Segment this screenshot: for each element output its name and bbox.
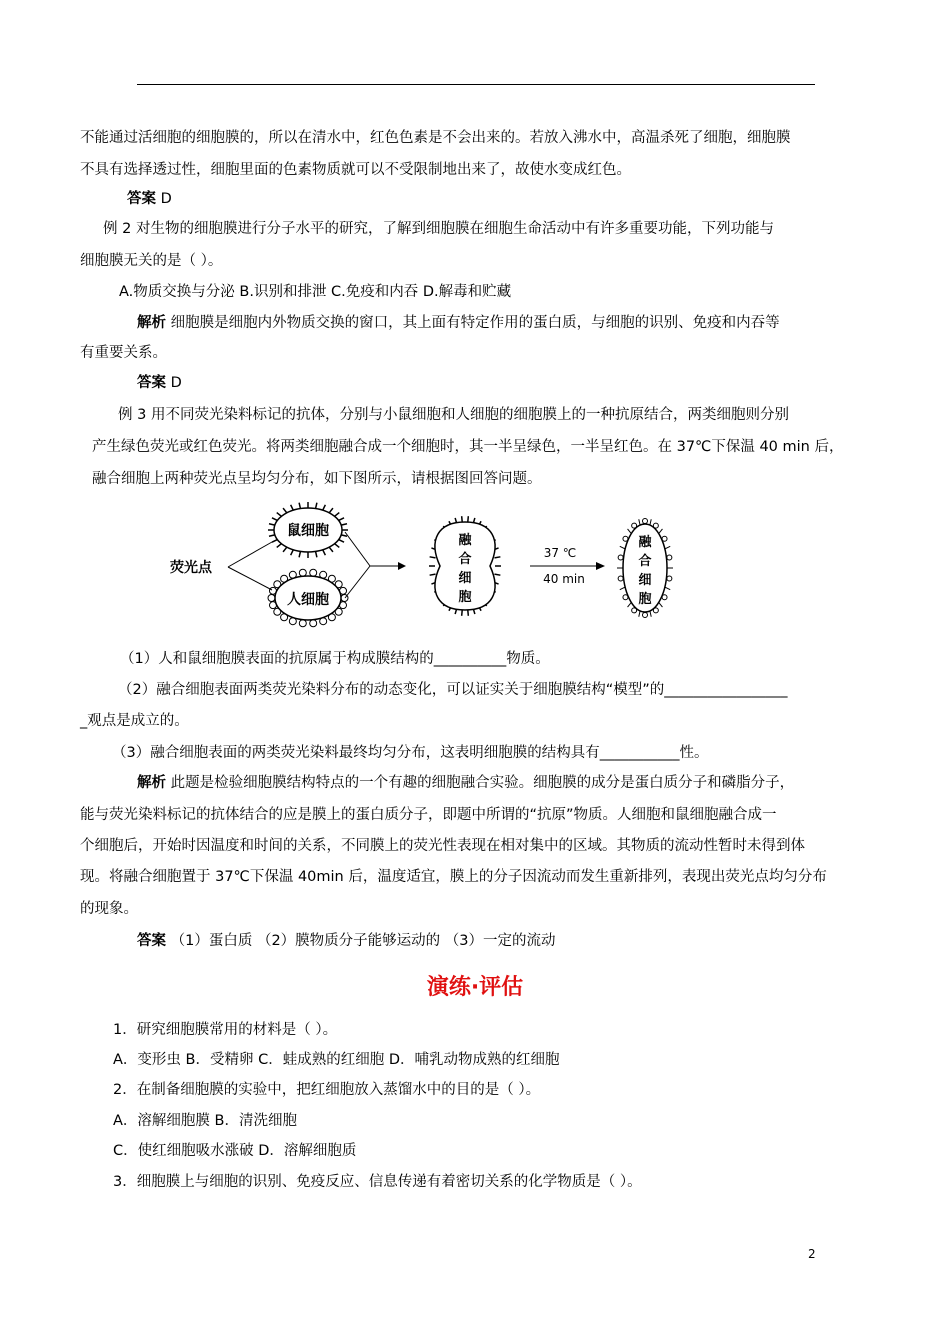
practice-2-options: A．溶解细胞膜 B．清洗细胞 [113,1113,297,1129]
fluorescent-dot [268,595,275,602]
fused-cell-2 [617,519,673,618]
fluorescent-spike [650,519,651,525]
analysis-label: 解析 [137,775,166,791]
question-2: _观点是成立的。 [80,713,189,729]
text-line: 能与荧光染料标记的抗体结合的应是膜上的蛋白质分子，即题中所谓的“抗原”物质。人细胞和鼠细胞融合成一 [80,807,777,823]
fluorescent-spike [272,518,277,521]
fluorescent-spike [316,551,317,557]
answer-value: （1）蛋白质 （2）膜物质分子能够运动的 （3）一定的流动 [170,933,556,949]
fluorescent-spike [462,516,463,522]
section-title: 演练·评估 [426,975,524,1000]
fluorescent-dot [299,569,306,576]
practice-1-options: A．变形虫 B．受精卵 C．蛙成熟的红细胞 D．哺乳动物成熟的红细胞 [113,1052,560,1068]
analysis-2 [137,313,780,333]
pointer-line [228,542,272,567]
analysis-text: 此题是检验细胞膜结构特点的一个有趣的细胞融合实验。细胞膜的成分是蛋白质分子和磷脂分子， [170,775,795,791]
fluorescent-spike [291,550,294,555]
fluorescent-spike [291,505,294,510]
fluorescent-spike [316,503,317,509]
fluorescent-dot [643,613,648,618]
practice-2: 2．在制备细胞膜的实验中，把红细胞放入蒸馏水中的目的是（ ）。 [113,1082,541,1098]
fused-cell-2-char: 合 [638,554,652,569]
text-line: 不具有选择透过性，细胞里面的色素物质就可以不受限制地出来了，故使水变成红色。 [80,162,631,178]
text-line: 的现象。 [80,901,138,917]
fluorescent-dot [643,519,648,524]
fluorescent-dot-label: 荧光点 [170,560,212,576]
fluorescent-spike [277,544,282,548]
fluorescent-spike [620,587,625,590]
fused-cell-2-char: 细 [638,573,652,588]
answer-label: 答案 [137,375,166,391]
practice-3: 3．细胞膜上与细胞的识别、免疫反应、信息传递有着密切关系的化学物质是（ ）。 [113,1174,642,1190]
practice-2-options: C．使红细胞吸水涨破 D．溶解细胞质 [113,1143,357,1159]
answer-label: 答案 [137,933,166,949]
fluorescent-spike [323,550,326,555]
example-3-line: 例 3 用不同荧光染料标记的抗体，分别与小鼠细胞和人细胞的细胞膜上的一种抗原结合，两类细胞则分别 [118,407,789,423]
answer-value: D [160,191,172,207]
question-2: （2）融合细胞表面两类荧光染料分布的动态变化，可以证实关于细胞膜结构“模型”的_________________ [118,682,788,698]
fluorescent-spike [283,547,287,552]
fluorescent-spike [339,518,344,521]
pointer-line [228,567,272,590]
analysis-label: 解析 [137,315,166,331]
human-cell [268,569,348,626]
fluorescent-spike [269,535,275,536]
merge-line [345,532,370,566]
arrow-head [596,562,605,570]
fluorescent-spike [650,611,651,617]
fused-cell-1-char: 融 [458,533,472,548]
answer-value: D [170,375,182,391]
fluorescent-dot [618,576,623,581]
answer-label: 答案 [127,191,156,207]
example-2-options: A.物质交换与分泌 B.识别和排泄 C.免疫和内吞 D.解毒和贮藏 [119,284,512,300]
merge-line [345,566,370,598]
practice-1: 1．研究细胞膜常用的材料是（ ）。 [113,1022,338,1038]
fluorescent-spike [665,587,670,590]
fluorescent-spike [329,547,333,552]
fluorescent-spike [283,508,287,513]
fluorescent-spike [299,503,300,509]
human-cell-label: 人细胞 [287,592,329,608]
fluorescent-spike [639,519,640,525]
fused-cell-1 [429,516,501,616]
fluorescent-spike [277,513,282,517]
fluorescent-spike [430,557,436,558]
fluorescent-spike [430,574,436,575]
text-line: 现。将融合细胞置于 37℃下保温 40min 后，温度适宜，膜上的分子因流动而发生重新排列，表现出荧光点均匀分布 [80,869,827,885]
fluorescent-spike [335,513,340,517]
fluorescent-spike [620,546,625,549]
fluorescent-dot [667,555,672,560]
fluorescent-spike [628,602,632,607]
fluorescent-spike [468,610,469,616]
fluorescent-spike [341,524,347,525]
time-label: 40 min [543,572,585,586]
answer-2 [137,373,182,393]
temperature-label: 37 ℃ [543,546,577,560]
fused-cell-1-char: 胞 [458,590,472,605]
fluorescent-spike [341,535,347,536]
fluorescent-spike [329,508,333,513]
fluorescent-dot [310,620,317,627]
fused-cell-1-char: 合 [458,552,472,567]
example-2-line: 例 2 对生物的细胞膜进行分子水平的研究，了解到细胞膜在细胞生命活动中有许多重要功能，下列功能与 [103,221,774,237]
fused-cell-2-char: 融 [638,535,652,550]
answer-1 [127,189,172,209]
fluorescent-dot [618,555,623,560]
fluorescent-dot [667,576,672,581]
fluorescent-spike [323,505,326,510]
fluorescent-dot [310,569,317,576]
fluorescent-spike [335,544,340,548]
analysis-3 [137,773,794,793]
fluorescent-spike [468,516,469,522]
cell-fusion-figure [160,500,720,630]
analysis-text: 细胞膜是细胞内外物质交换的窗口，其上面有特定作用的蛋白质，与细胞的识别、免疫和内吞等 [170,315,780,331]
fused-cell-1-char: 细 [458,571,472,586]
arrow-head [398,562,406,570]
answer-3 [137,931,556,951]
fluorescent-spike [299,551,300,557]
question-1: （1）人和鼠细胞膜表面的抗原属于构成膜结构的__________物质。 [120,651,550,667]
mouse-cell-label: 鼠细胞 [287,523,329,539]
header-rule [137,84,815,85]
fluorescent-spike [628,529,632,534]
page-number: 2 [808,1247,816,1261]
text-line: 有重要关系。 [80,345,167,361]
fluorescent-spike [272,540,277,543]
fluorescent-dot [299,620,306,627]
fluorescent-spike [494,557,500,558]
text-line: 个细胞后，开始时因温度和时间的关系，不同膜上的荧光性表现在相对集中的区域。其物质的流动性暂时未得到体 [80,838,805,854]
text-line: 不能通过活细胞的细胞膜的，所以在清水中，红色色素是不会出来的。若放入沸水中，高温杀死了细胞，细胞膜 [80,130,791,146]
fluorescent-spike [639,611,640,617]
fluorescent-spike [269,524,275,525]
example-3-line: 产生绿色荧光或红色荧光。将两类细胞融合成一个细胞时，其一半呈绿色，一半呈红色。在 37℃下保温 40 min 后， [92,439,844,455]
mouse-cell [268,502,348,558]
example-2-line: 细胞膜无关的是（ ）。 [80,253,223,269]
fluorescent-spike [462,610,463,616]
fluorescent-spike [659,529,663,534]
fluorescent-spike [659,602,663,607]
fluorescent-spike [665,546,670,549]
fused-cell-2-char: 胞 [638,592,652,607]
question-3: （3）融合细胞表面的两类荧光染料最终均匀分布，这表明细胞膜的结构具有___________性。 [112,745,709,761]
fluorescent-spike [339,540,344,543]
example-3-line: 融合细胞上两种荧光点呈均匀分布，如下图所示，请根据图回答问题。 [92,471,542,487]
fluorescent-spike [494,574,500,575]
